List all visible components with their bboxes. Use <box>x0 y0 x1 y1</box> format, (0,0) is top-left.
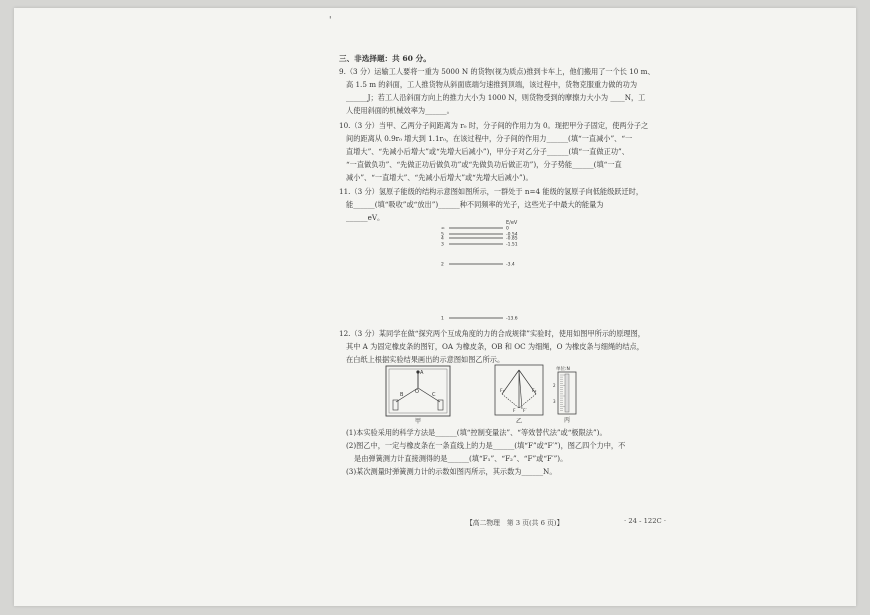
energy-level-value-1: -0.54 <box>506 232 518 238</box>
scale-unit-label: 单位:N <box>556 367 570 372</box>
q9-line-1: 9.（3 分）运输工人要将一重为 5000 N 的货物(视为质点)推到卡车上，他们搬用了一个长 10 m、 <box>339 67 655 76</box>
energy-level-value-2: -0.85 <box>506 236 518 242</box>
scale-mark-2: 2 <box>553 383 556 388</box>
point-b-label: B <box>400 392 404 398</box>
energy-unit-label: E/eV <box>506 220 518 226</box>
point-o-label: O <box>415 389 419 395</box>
footer-code: · 24 - 122C · <box>624 517 667 525</box>
energy-level-n-5: 1 <box>441 316 444 322</box>
force-f1-label: F₁ <box>500 389 505 394</box>
energy-level-value-3: -1.51 <box>506 242 518 248</box>
energy-level-diagram <box>439 216 559 326</box>
q12-line-1: 12.（3 分）某同学在做“探究两个互成角度的力的合成规律”实验时，使用如图甲所示的原理图， <box>339 329 645 338</box>
q12-sub-2b: 是由弹簧测力计直接测得的是______(填“F₁”、“F₂”、“F”或“F′”)。 <box>354 454 568 463</box>
energy-level-n-3: 3 <box>441 242 444 248</box>
q11-line-2: 能______(填“吸收”或“放出”)______种不同频率的光子，这些光子中最大的能量为 <box>346 200 604 209</box>
q10-line-5: 减小”、“一直增大”、“先减小后增大”或“先增大后减小”)。 <box>346 173 533 182</box>
figure-yi-caption: 乙 <box>516 418 523 424</box>
q12-sub-1: (1)本实验采用的科学方法是______(填“控制变量法”、“等效替代法”或“极限法”)。 <box>346 428 607 437</box>
q12-line-2: 其中 A 为固定橡皮条的图钉，OA 为橡皮条，OB 和 OC 为细绳，O 为橡皮条与细绳的结点， <box>346 342 644 351</box>
energy-level-n-4: 2 <box>441 262 444 268</box>
energy-level-value-5: -13.6 <box>506 316 518 322</box>
figure-yi <box>492 362 546 424</box>
figure-jia <box>380 362 458 424</box>
force-f-prime-label: F′ <box>523 409 527 414</box>
q10-line-4: “一直做负功”、“先做正功后做负功”或“先做负功后做正功”)，分子势能______(填“一直 <box>346 160 622 169</box>
q12-line-3: 在白纸上根据实验结果画出的示意图如图乙所示。 <box>346 355 505 364</box>
section-heading: 三、非选择题：共 60 分。 <box>339 54 431 63</box>
energy-level-n-1: 5 <box>441 232 444 238</box>
energy-level-n-2: 4 <box>441 236 444 242</box>
force-f-label: F <box>513 409 516 414</box>
energy-level-value-4: -3.4 <box>506 262 515 268</box>
q12-sub-2a: (2)图乙中，一定与橡皮条在一条直线上的力是______(填“F”或“F′”)，图乙四个力中，不 <box>346 441 626 450</box>
q9-line-3: ______J；若工人沿斜面方向上的推力大小为 1000 N，则货物受到的摩擦力大小为 ____N，工 <box>346 93 646 102</box>
scale-mark-3: 3 <box>553 399 556 404</box>
point-c-label: C <box>432 392 436 398</box>
scanned-page <box>14 8 856 606</box>
figure-jia-caption: 甲 <box>415 418 422 424</box>
q9-line-2: 高 1.5 m 的斜面，工人推货物从斜面底端匀速推到顶端，该过程中，货物克服重力做的功为 <box>346 80 638 89</box>
q11-line-1: 11.（3 分）氢原子能级的结构示意图如图所示，一群处于 n=4 能级的氢原子向低能级跃迁时， <box>339 187 644 196</box>
q10-line-1: 10.（3 分）当甲、乙两分子间距离为 r₀ 时，分子间的作用力为 0。现把甲分子固定，使两分子之 <box>339 121 649 130</box>
q10-line-2: 间的距离从 0.9r₀ 增大到 1.1r₀，在该过程中，分子间的作用力______(填“一直减小”、“一 <box>346 134 633 143</box>
energy-level-n-0: ∞ <box>441 226 445 232</box>
q11-line-3: ______eV。 <box>346 213 385 222</box>
q12-sub-3: (3)某次测量时弹簧测力计的示数如图丙所示，其示数为______N。 <box>346 467 557 476</box>
q10-line-3: 直增大”、“先减小后增大”或“先增大后减小”)，甲分子对乙分子______(填“一直做正功”、 <box>346 147 629 156</box>
q9-line-4: 人使用斜面的机械效率为______。 <box>346 106 454 115</box>
figure-bing <box>552 364 586 424</box>
figure-bing-caption: 丙 <box>564 417 571 424</box>
footer-page-label: 【高二物理 第 3 页(共 6 页)】 <box>466 519 564 527</box>
energy-level-value-0: 0 <box>506 226 509 232</box>
scan-mark: ' <box>329 16 332 26</box>
point-a-label: A <box>420 370 424 376</box>
force-f2-label: F₂ <box>532 389 537 394</box>
